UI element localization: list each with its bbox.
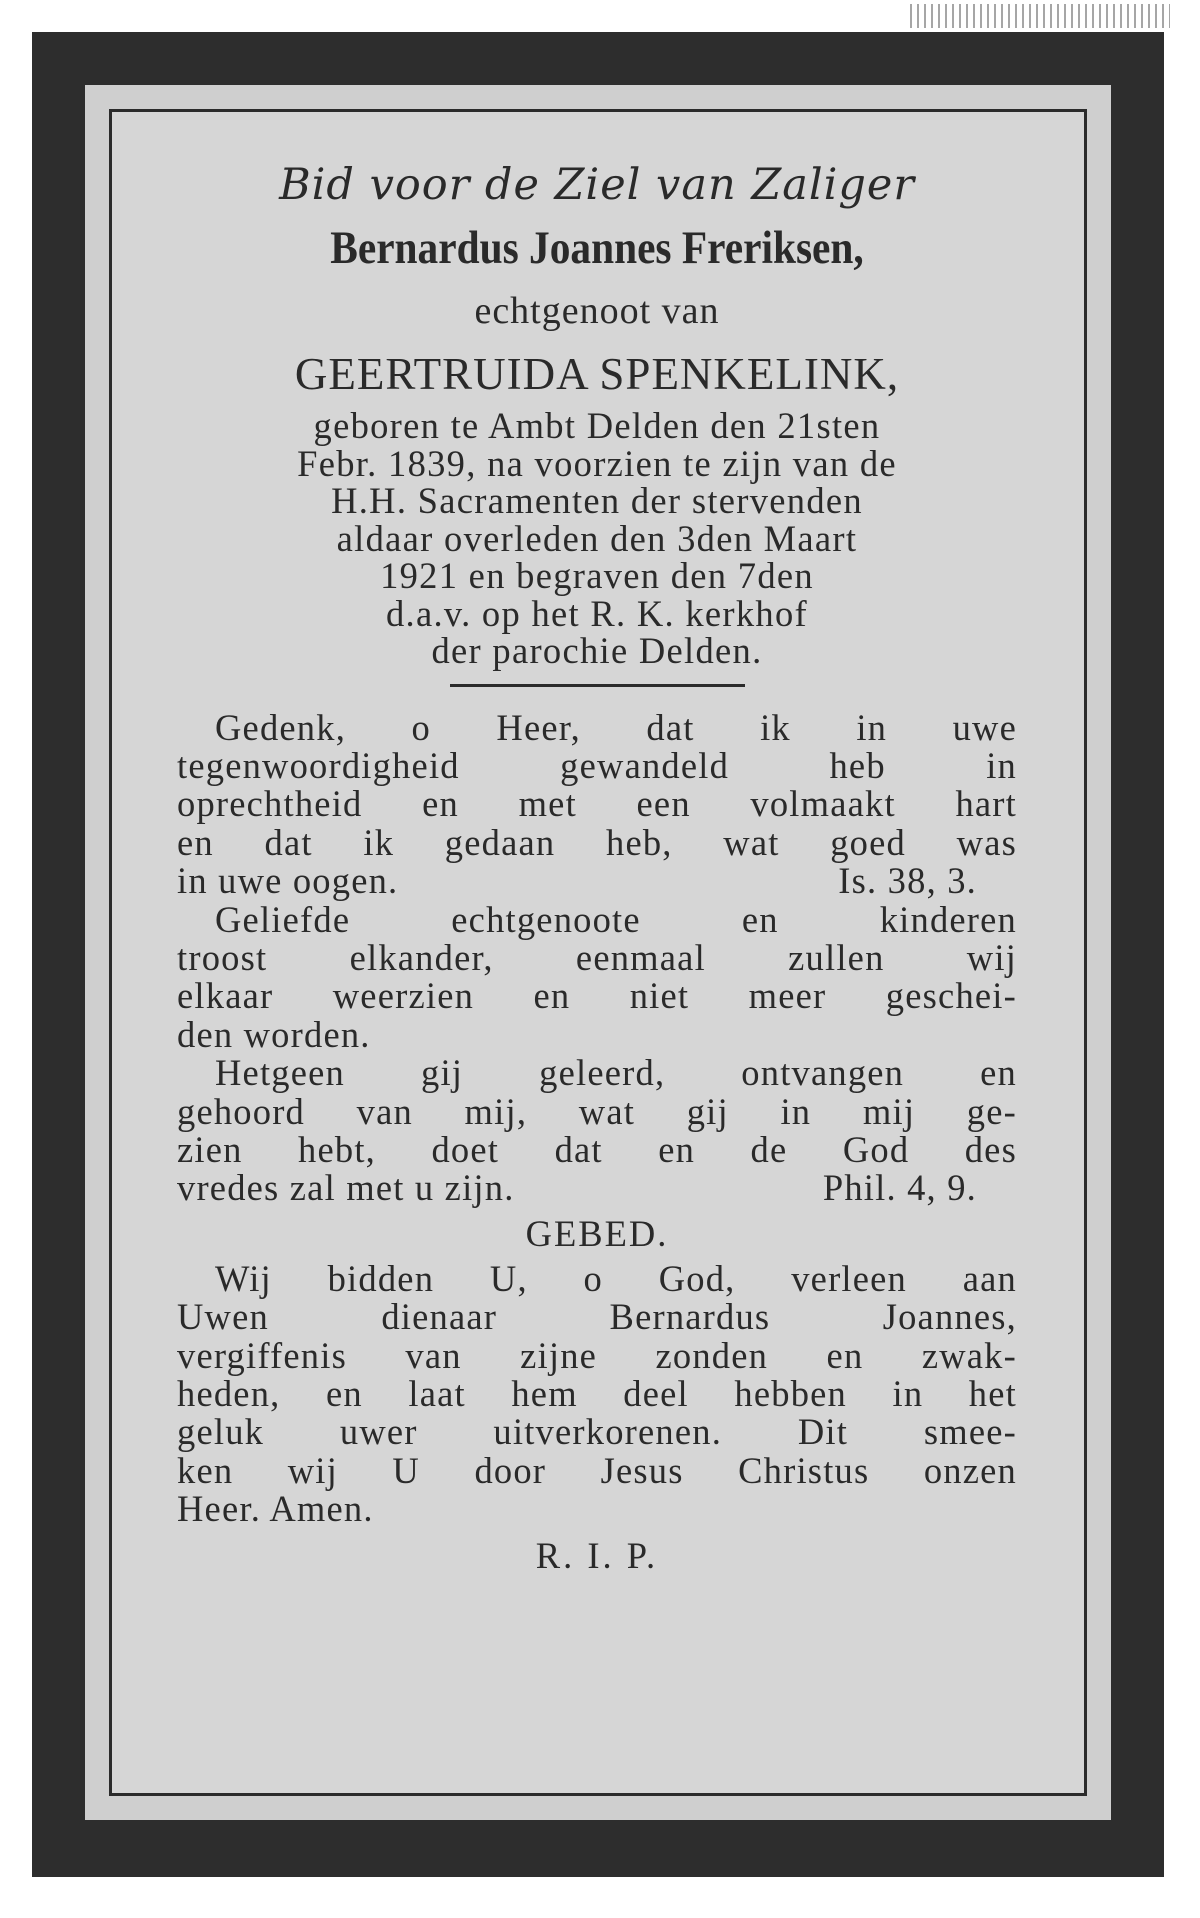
verse-line: gehoord van mij, wat gij in mij ge- xyxy=(177,1090,1017,1132)
prayer-line: geluk uwer uitverkorenen. Dit smee- xyxy=(177,1411,1017,1453)
prayer-line: heden, en laat hem deel hebben in het xyxy=(177,1373,1017,1414)
verse-line: den worden. xyxy=(177,1013,371,1055)
biography xyxy=(177,407,1017,670)
verse-closing-line xyxy=(177,1169,1017,1207)
verse-line: en dat ik gedaan heb, wat goed was xyxy=(177,821,1017,863)
verse-line: elkaar weerzien en niet meer geschei- xyxy=(177,975,1017,1017)
scripture-reference: Phil. 4, 9. xyxy=(822,1167,977,1209)
biography-line: der parochie Delden. xyxy=(431,630,763,671)
verse-line: Hetgeen gij geleerd, ontvangen en xyxy=(215,1052,1017,1094)
prayer-line: Heer. Amen. xyxy=(177,1488,374,1530)
prayer xyxy=(177,1257,1017,1530)
closing-rip: R. I. P. xyxy=(535,1534,659,1576)
verse-line: in uwe oogen. xyxy=(177,860,399,902)
card-panel xyxy=(85,85,1111,1820)
memorial-card xyxy=(32,32,1164,1877)
biography-line: Febr. 1839, na voorzien te zijn van de xyxy=(297,442,897,484)
section-divider xyxy=(450,684,745,687)
biography-line: aldaar overleden den 3den Maart xyxy=(336,517,858,559)
verse-psalm xyxy=(177,706,1017,902)
verse-line: tegenwoordigheid gewandeld heb in xyxy=(177,744,1017,786)
verse-philippians xyxy=(177,1054,1017,1208)
scripture-reference: Is. 38, 3. xyxy=(838,860,977,902)
prayer-line: Wij bidden U, o God, verleen aan xyxy=(215,1257,1017,1299)
verse-line: zien hebt, doet dat en de God des xyxy=(177,1128,1017,1170)
invocation: Bid voor de Ziel van Zaliger xyxy=(279,160,915,210)
verse-family xyxy=(177,898,1017,1055)
biography-line: H.H. Sacramenten der stervenden xyxy=(331,480,863,521)
spouse-intro: echtgenoot van xyxy=(474,290,720,332)
verse-line: Geliefde echtgenoote en kinderen xyxy=(215,898,1017,940)
biography-line: d.a.v. op het R. K. kerkhof xyxy=(386,592,808,634)
prayer-heading: GEBED. xyxy=(525,1212,669,1254)
verse-line: troost elkander, eenmaal zullen wij xyxy=(177,936,1017,978)
biography-line: 1921 en begraven den 7den xyxy=(380,555,814,596)
verse-closing-line xyxy=(177,862,1017,900)
spouse-name: GEERTRUIDA SPENKELINK, xyxy=(294,349,900,399)
card-heading xyxy=(177,155,1017,407)
prayer-line: vergiffenis van zijne zonden en zwak- xyxy=(177,1334,1017,1376)
prayer-line: ken wij U door Jesus Christus onzen xyxy=(177,1449,1017,1491)
biography-line: geboren te Ambt Delden den 21sten xyxy=(313,405,881,446)
verse-line: Gedenk, o Heer, dat ik in uwe xyxy=(215,706,1017,748)
scan-noise xyxy=(910,4,1170,28)
prayer-line: Uwen dienaar Bernardus Joannes, xyxy=(177,1296,1017,1338)
card-text xyxy=(177,155,1017,1583)
deceased-name: Bernardus Joannes Freriksen, xyxy=(330,222,864,274)
verse-line: oprechtheid en met een volmaakt hart xyxy=(177,783,1017,825)
verse-line: vredes zal met u zijn. xyxy=(177,1167,515,1209)
